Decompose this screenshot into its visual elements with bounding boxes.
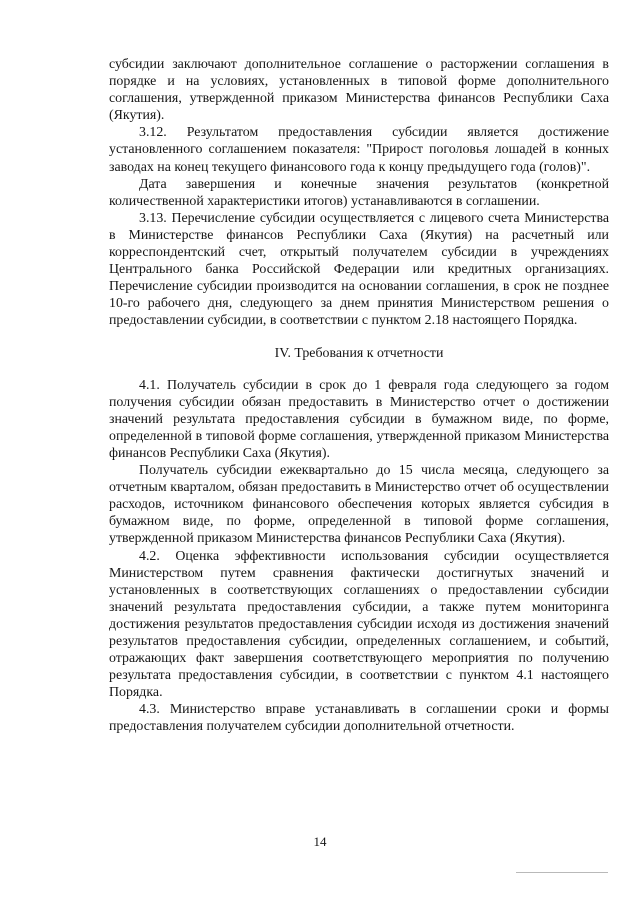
section-heading: IV. Требования к отчетности: [274, 345, 444, 361]
paragraph-3-12: 3.12. Результатом предоставления субсидии является достижение установленного соглашением показателя: "Прирост поголовья лошадей в конных заводах на конец текущего финансового года к концу предыдущего года (голов)".: [109, 125, 609, 175]
paragraph-quarterly-report: Получатель субсидии ежеквартально до 15 числа месяца, следующего за отчетным кварталом, обязан предоставить в Министерство отчет об осуществлении расходов, источником финансового обеспечения которых является субсидия в бумажном виде, по форме, определенной в типовой форме соглашения, утвержденной приказом Министерства финансов Республики Саха (Якутия).: [109, 463, 609, 547]
scan-edge-line: [516, 872, 608, 873]
paragraph-continuation: субсидии заключают дополнительное соглашение о расторжении соглашения в порядке и на условиях, установленных в типовой форме дополнительного соглашения, утвержденной приказом Министерства финансов Республики Саха (Якутия).: [109, 57, 609, 124]
paragraph-results-date: Дата завершения и конечные значения результатов (конкретной количественной характеристики итогов) устанавливаются в соглашении.: [109, 176, 609, 209]
paragraph-3-13: 3.13. Перечисление субсидии осуществляется с лицевого счета Министерства в Министерстве финансов Республики Саха (Якутия) на расчетный или корреспондентский счет, открытый получателем субсидии в учреждениях Центрального банка Российской Федерации или кредитных организациях. Перечисление субсидии производится на основании соглашения, в срок не позднее 10-го рабочего дня, следующего за днем принятия Министерством решения о предоставлении субсидии, в соответствии с пунктом 2.18 настоящего Порядка.: [109, 210, 609, 329]
page-number: 14: [313, 834, 327, 849]
paragraph-4-1: 4.1. Получатель субсидии в срок до 1 февраля года следующего за годом получения субсидии обязан предоставить в Министерство отчет о достижении значений результата предоставления субсидии в бумажном виде, по форме, определенной в типовой форме соглашения, утвержденной приказом Министерства финансов Республики Саха (Якутия).: [109, 377, 609, 461]
paragraph-4-3: 4.3. Министерство вправе устанавливать в соглашении сроки и формы предоставления получателем субсидии дополнительной отчетности.: [109, 702, 609, 735]
document-body: [109, 56, 609, 736]
paragraph-4-2: 4.2. Оценка эффективности использования субсидии осуществляется Министерством путем сравнения фактически достигнутых значений и установленных в соответствующих соглашениях о предоставлении субсидии значений результата предоставления субсидии, а также путем мониторинга достижения результатов предоставления субсидии исходя из достижения значений результатов предоставления субсидии, определенных соглашением, и событий, отражающих факт завершения соответствующего мероприятия по получению результата предоставления субсидии, в соответствии с пунктом 4.1 настоящего Порядка.: [109, 548, 609, 701]
